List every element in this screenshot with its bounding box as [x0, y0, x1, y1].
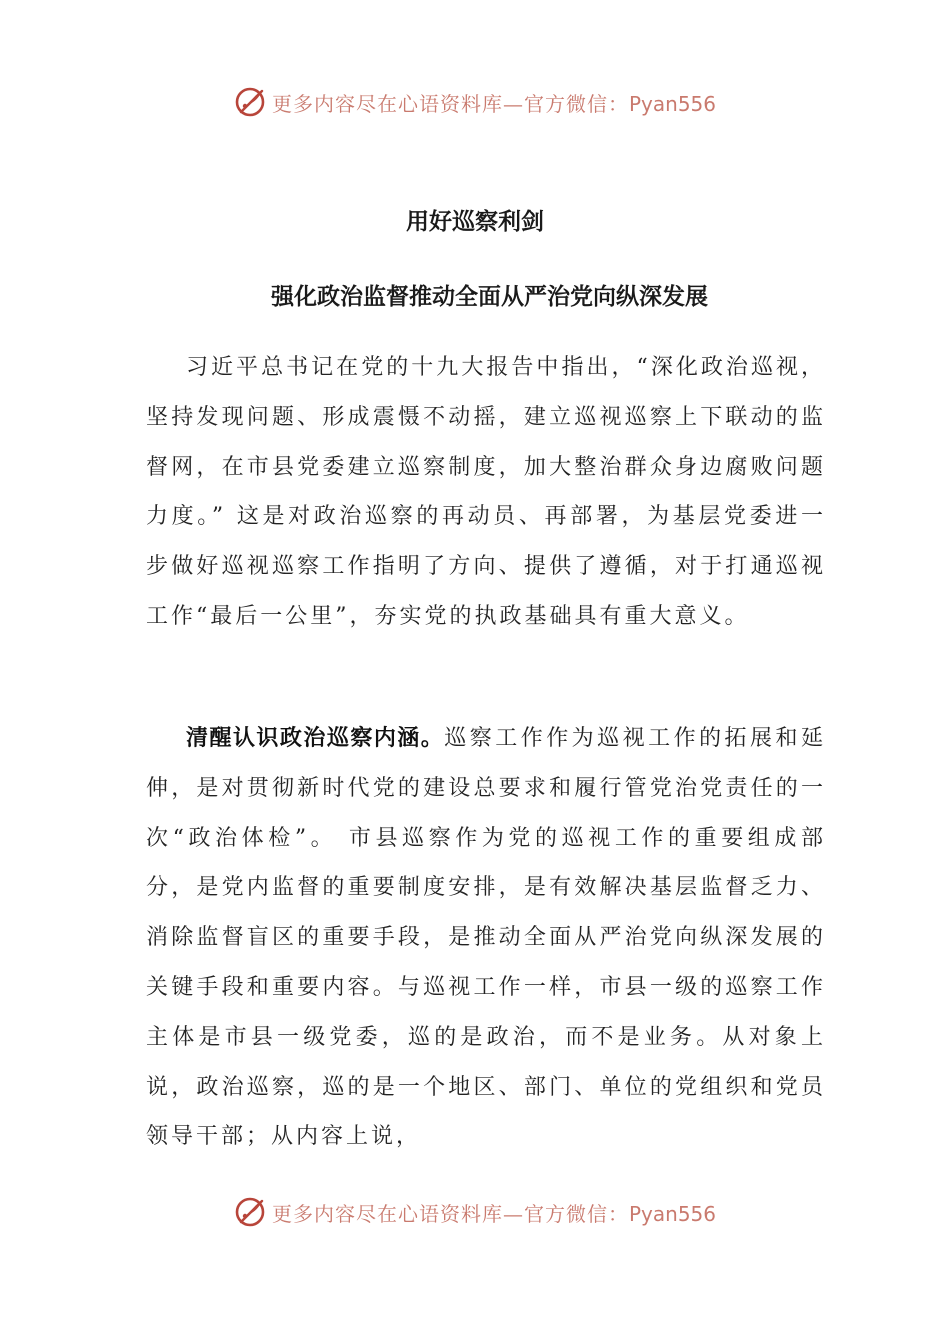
header-watermark-banner: [0, 82, 950, 122]
paragraph-2-body: 巡察工作作为巡视工作的拓展和延伸，是对贯彻新时代党的建设总要求和履行管党治党责任的一次“政治体检”。 市县巡察作为党的巡视工作的重要组成部分，是党内监督的重要制度安排，是有效解决基层监督乏力、消除监督盲区的重要手段，是推动全面从严治党向纵深发展的关键手段和重要内容。与巡视工作一样，市县一级的巡察工作主体是市县一级党委，巡的是政治，而不是业务。从对象上说，政治巡察，巡的是一个地区、部门、单位的党组织和党员领导干部；从内容上说，: [146, 726, 826, 1150]
wechat-id: Pyan556: [628, 1201, 716, 1226]
watermark-text: 更多内容尽在心语资料库—官方微信：Pyan556: [271, 1201, 716, 1226]
footer-watermark-banner: [0, 1192, 950, 1232]
body-paragraph-2: [146, 714, 826, 1162]
body-paragraph-1: 习近平总书记在党的十九大报告中指出，“深化政治巡视，坚持发现问题、形成震慑不动摇，建立巡视巡察上下联动的监督网，在市县党委建立巡察制度，加大整治群众身边腐败问题力度。” 这是对政治巡察的再动员、再部署，为基层党委进一步做好巡视巡察工作指明了方向、提供了遵循，对于打通巡视工作“最后一公里”，夯实党的执政基础具有重大意义。: [146, 355, 826, 629]
quill-pen-logo-icon: [234, 85, 268, 119]
document-subtitle: 强化政治监督推动全面从严治党向纵深发展: [271, 284, 708, 310]
paragraph-2-lead: 清醒认识政治巡察内涵。: [186, 726, 445, 751]
wechat-id: Pyan556: [628, 91, 716, 116]
quill-pen-logo-icon: [234, 1195, 268, 1229]
watermark-text: 更多内容尽在心语资料库—官方微信：Pyan556: [271, 91, 716, 116]
document-title: 用好巡察利剑: [406, 209, 544, 235]
